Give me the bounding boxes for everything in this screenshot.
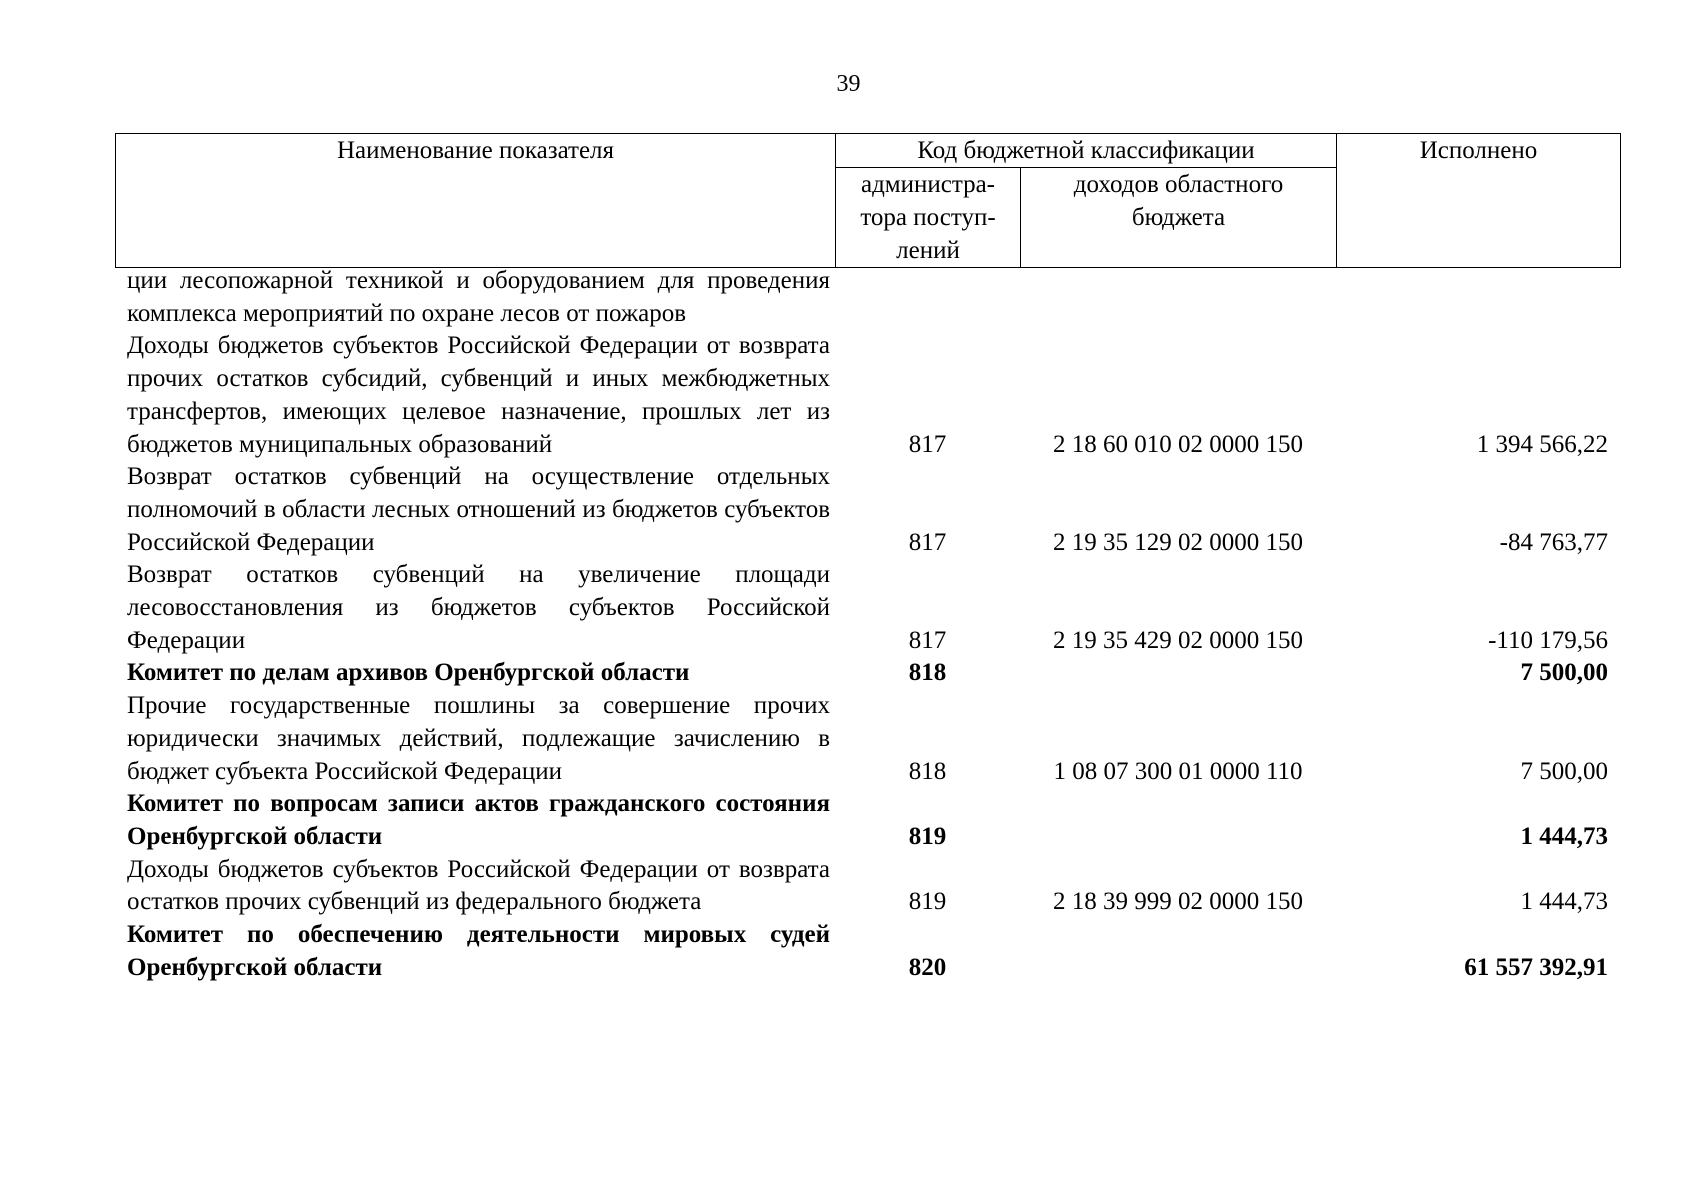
row-name: Доходы бюджетов субъектов Российской Федерации от возврата остатков прочих субвенций из федерального бюджета xyxy=(127,855,830,916)
header-executed: Исполнено xyxy=(1337,134,1621,268)
table-body xyxy=(115,265,1620,984)
row-budget-code: 2 19 35 129 02 0000 150 xyxy=(1053,528,1303,556)
row-amount: 1 394 566,22 xyxy=(1476,430,1608,458)
row-admin-code: 818 xyxy=(908,757,947,785)
row-admin-code: 817 xyxy=(908,528,947,556)
header-admin: администра- тора поступ- лений xyxy=(836,168,1021,268)
row-name: Комитет по вопросам записи актов гражданского состояния Оренбургской области xyxy=(127,790,830,850)
table-row xyxy=(115,788,1620,853)
row-admin-code: 818 xyxy=(908,659,947,687)
row-admin-code: 819 xyxy=(908,822,947,850)
table-row xyxy=(115,461,1620,559)
header-code-group: Код бюджетной классификации xyxy=(836,134,1337,168)
table-row xyxy=(115,690,1620,788)
row-name: Возврат остатков субвенций на увеличение площади лесовосстановления из бюджетов субъектов Российской Федерации xyxy=(127,561,830,654)
row-amount: 61 557 392,91 xyxy=(1464,953,1608,981)
table-row xyxy=(115,657,1620,690)
row-amount: -110 179,56 xyxy=(1488,626,1608,654)
page-number: 39 xyxy=(836,71,861,97)
header-name: Наименование показателя xyxy=(116,134,836,268)
table-header xyxy=(115,133,1621,268)
row-admin-code: 819 xyxy=(908,888,947,916)
row-budget-code: 2 18 39 999 02 0000 150 xyxy=(1053,888,1303,916)
row-name: ции лесопожарной техникой и оборудованием для проведения комплекса мероприятий по охране лесов от пожаров xyxy=(127,267,830,327)
row-amount: 7 500,00 xyxy=(1520,757,1608,785)
row-admin-code: 817 xyxy=(908,626,947,654)
row-amount: 1 444,73 xyxy=(1520,822,1608,850)
row-amount: 7 500,00 xyxy=(1520,659,1608,687)
table-row xyxy=(115,265,1620,330)
row-name: Возврат остатков субвенций на осуществление отдельных полномочий в области лесных отношений из бюджетов субъектов Российской Федерации xyxy=(127,463,830,556)
row-name: Комитет по обеспечению деятельности мировых судей Оренбургской области xyxy=(127,921,830,981)
row-admin-code: 817 xyxy=(908,430,947,458)
row-budget-code: 2 18 60 010 02 0000 150 xyxy=(1053,430,1303,458)
header-income: доходов областного бюджета xyxy=(1021,168,1337,268)
row-amount: -84 763,77 xyxy=(1499,528,1608,556)
row-amount: 1 444,73 xyxy=(1520,888,1608,916)
row-name: Доходы бюджетов субъектов Российской Федерации от возврата прочих остатков субсидий, субвенций и иных межбюджетных трансфертов, имеющих целевое назначение, прошлых лет из бюджетов муниципальных образований xyxy=(127,332,830,458)
row-name: Комитет по делам архивов Оренбургской области xyxy=(127,659,690,687)
table-row xyxy=(115,854,1620,919)
row-budget-code: 1 08 07 300 01 0000 110 xyxy=(1053,757,1303,785)
table-row xyxy=(115,919,1620,984)
table-row xyxy=(115,559,1620,657)
row-budget-code: 2 19 35 429 02 0000 150 xyxy=(1053,626,1303,654)
row-name: Прочие государственные пошлины за совершение прочих юридически значимых действий, подлежащие зачислению в бюджет субъекта Российской Федерации xyxy=(127,692,830,785)
row-admin-code: 820 xyxy=(908,953,947,981)
table-row xyxy=(115,330,1620,461)
